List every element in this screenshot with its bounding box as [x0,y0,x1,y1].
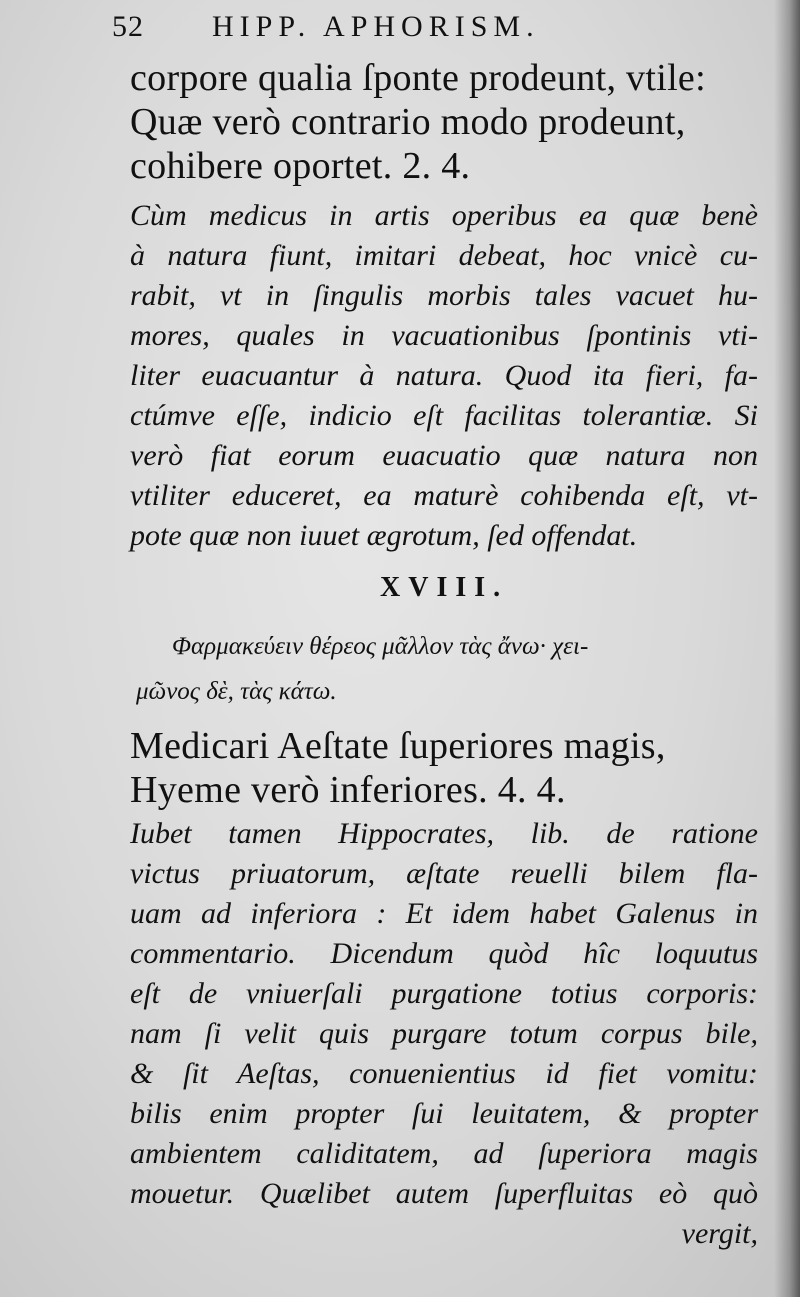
commentary-line: & ſit Aeſtas, conuenientius id fiet vomitu: [130,1057,758,1090]
aphorism-line: cohibere oportet. 2. 4. [130,145,471,187]
commentary-line: mouetur. Quælibet autem ſuperfluitas eò quò [130,1177,758,1210]
page-edge-shadow [774,0,800,1297]
greek-line: μῶνος δὲ, τὰς κάτω. [136,678,337,705]
greek-line: Φαρμακεύειν θέρεος μᾶλλον τὰς ἄνω· χει- [172,633,589,660]
running-title: HIPP. APHORISM. [212,10,540,43]
aphorism-line: Hyeme verò inferiores. 4. 4. [130,769,566,811]
commentary-line: liter euacuantur à natura. Quod ita fieri, fa- [130,359,758,392]
commentary-line: vtiliter educeret, ea maturè cohibenda eſt, vt- [130,479,758,512]
section-number: XVIII. [380,572,509,603]
commentary-line: bilis enim propter ſui leuitatem, & propter [130,1097,758,1130]
aphorism-text-top [130,56,770,188]
commentary-line: ctúmve eſſe, indicio eſt facilitas tolerantiæ. Si [130,399,758,432]
catchword: vergit, [681,1217,758,1250]
aphorism-text-bottom [130,724,770,812]
commentary-line: mores, quales in vacuationibus ſpontinis vti- [130,319,758,352]
commentary-line: Cùm medicus in artis operibus ea quæ benè [130,199,758,232]
commentary-line: verò fiat eorum euacuatio quæ natura non [130,439,758,472]
commentary-second [130,814,758,1254]
greek-aphorism [136,624,772,714]
commentary-first [130,196,758,556]
commentary-line: nam ſi velit quis purgare totum corpus bile, [130,1017,758,1050]
commentary-line: pote quæ non iuuet ægrotum, ſed offendat. [130,519,638,552]
commentary-line: uam ad inferiora : Et idem habet Galenus in [130,897,758,930]
commentary-line: Iubet tamen Hippocrates, lib. de ratione [130,817,758,850]
page-number: 52 [112,10,144,43]
commentary-line: à natura fiunt, imitari debeat, hoc vnicè cu- [130,239,758,272]
aphorism-line: Quæ verò contrario modo prodeunt, [130,101,686,143]
aphorism-line: Medicari Aeſtate ſuperiores magis, [130,725,666,767]
aphorism-line: corpore qualia ſponte prodeunt, vtile: [130,57,706,99]
commentary-line: victus priuatorum, æſtate reuelli bilem fla- [130,857,758,890]
commentary-line: rabit, vt in ſingulis morbis tales vacuet hu- [130,279,758,312]
commentary-line: eſt de vniuerſali purgatione totius corporis: [130,977,758,1010]
running-header [112,10,712,44]
commentary-line: ambientem caliditatem, ad ſuperiora magis [130,1137,758,1170]
commentary-line: commentario. Dicendum quòd hîc loquutus [130,937,758,970]
